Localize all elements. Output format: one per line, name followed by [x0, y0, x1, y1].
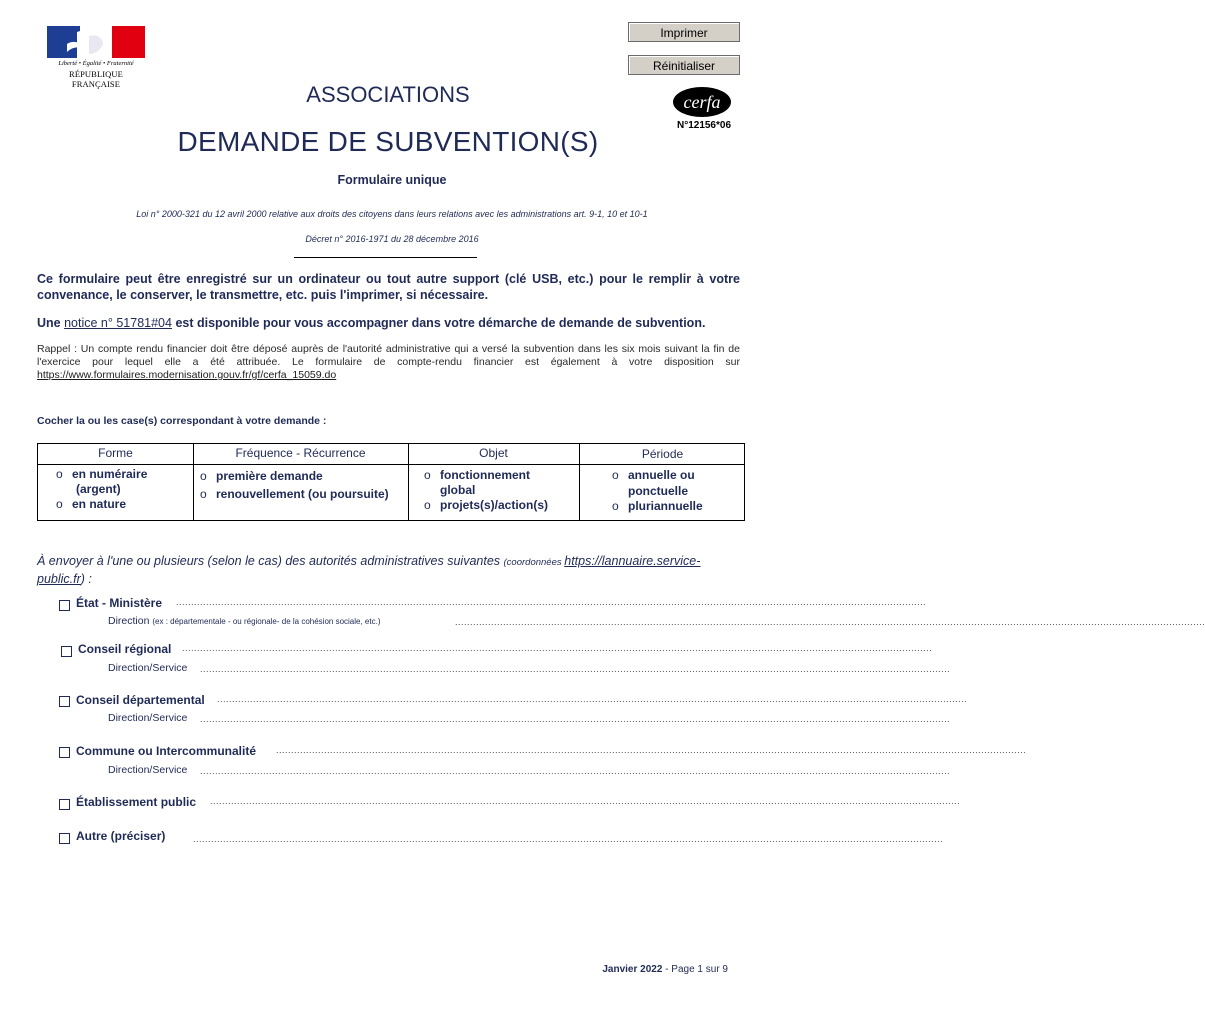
authority-commune-label: Commune ou Intercommunalité	[76, 744, 257, 758]
option-pluriannuelle[interactable]	[612, 499, 703, 514]
authority-etat-sub-field[interactable]: ..........................................................................................................................................................................................................................................................	[455, 617, 1205, 627]
option-annuelle[interactable]	[612, 468, 695, 483]
authority-regional-field[interactable]: ..........................................................................................................................................................................................................................................................	[182, 643, 933, 653]
logo-country: RÉPUBLIQUE FRANÇAISE	[69, 69, 123, 89]
sub-hint: (ex : départementale - ou régionale- de la cohésion sociale, etc.)	[152, 617, 381, 626]
intro-text: Ce formulaire peut être enregistré sur un ordinateur ou tout autre support (clé USB, etc.) pour le remplir à votre convenance, le conserver, le transmettre, etc. puis l'imprimer, si nécessaire.	[37, 272, 740, 302]
authority-etat-sub	[108, 615, 381, 627]
rappel-body: Rappel : Un compte rendu financier doit être déposé auprès de l'autorité administrative qui a versé la subvention dans les six mois suivant la fin de l'exercice pour lequel elle a été attribuée. Le formulaire de compte-rendu financier est également à votre disposition sur	[37, 343, 740, 368]
checkbox-conseil-departemental[interactable]	[59, 696, 70, 707]
footer-page: - Page 1 sur 9	[662, 964, 728, 975]
authority-departemental-sub: Direction/Service	[108, 712, 188, 724]
option-label: pluriannuelle	[628, 499, 703, 513]
footer-date: Janvier 2022	[602, 964, 663, 975]
rappel-link[interactable]: https://www.formulaires.modernisation.gouv.fr/gf/cerfa_15059.do	[37, 369, 337, 381]
authority-departemental-field[interactable]: ..........................................................................................................................................................................................................................................................	[217, 694, 968, 704]
authority-etat-field[interactable]: ..........................................................................................................................................................................................................................................................	[176, 597, 927, 607]
option-numeraire-detail: (argent)	[76, 482, 121, 496]
checkbox-instruction: Cocher la ou les case(s) correspondant à votre demande :	[37, 415, 327, 427]
page-footer	[602, 964, 728, 975]
annuaire-link[interactable]: https://lannuaire.service-public.fr	[37, 554, 701, 586]
checkbox-conseil-regional[interactable]	[61, 646, 72, 657]
radio-bullet-icon: o	[56, 497, 63, 511]
authority-regional-sub: Direction/Service	[108, 662, 188, 674]
option-label: première demande	[216, 469, 323, 483]
law-reference: Loi n° 2000-321 du 12 avril 2000 relative aux droits des citoyens dans leurs relations avec les administrations art. 9-1, 10 et 10-1	[136, 209, 648, 219]
send-to-small: (coordonnées	[503, 557, 565, 568]
option-nature[interactable]	[56, 497, 126, 512]
table-header-frequence: Fréquence - Récurrence	[235, 446, 366, 460]
radio-bullet-icon: o	[424, 468, 431, 482]
option-label: fonctionnement	[440, 468, 530, 482]
table-header-divider	[38, 464, 744, 465]
option-label: renouvellement (ou poursuite)	[216, 487, 389, 501]
send-to-instruction	[37, 553, 742, 587]
republique-flag-icon	[47, 26, 145, 58]
option-projets[interactable]	[424, 498, 548, 513]
option-label: en numéraire	[72, 467, 148, 481]
page-supertitle: ASSOCIATIONS	[306, 82, 470, 107]
cerfa-logo-text: cerfa	[683, 92, 721, 112]
notice-link[interactable]: notice n° 51781#04	[64, 316, 172, 330]
option-renouvellement[interactable]	[200, 487, 389, 502]
page-subtitle: Formulaire unique	[337, 173, 447, 187]
authority-commune-sub: Direction/Service	[108, 764, 188, 776]
option-fonctionnement[interactable]	[424, 468, 530, 483]
checkbox-etablissement-public[interactable]	[59, 799, 70, 810]
send-to-end: ) :	[80, 572, 92, 586]
rappel-text	[37, 343, 740, 382]
reset-button[interactable]: Réinitialiser	[628, 55, 740, 75]
option-label: projets(s)/action(s)	[440, 498, 549, 512]
radio-bullet-icon: o	[612, 499, 619, 513]
radio-bullet-icon: o	[56, 467, 63, 481]
authority-departemental-sub-field[interactable]: ..........................................................................................................................................................................................................................................................	[200, 714, 951, 724]
authority-regional-sub-field[interactable]: ..........................................................................................................................................................................................................................................................	[200, 664, 951, 674]
option-premiere-demande[interactable]	[200, 469, 323, 484]
authority-etablissement-label: Établissement public	[76, 795, 197, 809]
option-numeraire[interactable]	[56, 467, 147, 482]
checkbox-etat[interactable]	[59, 600, 70, 611]
table-header-forme: Forme	[98, 446, 133, 460]
checkbox-commune[interactable]	[59, 747, 70, 758]
sub-label: Direction	[108, 615, 153, 627]
authority-commune-sub-field[interactable]: ..........................................................................................................................................................................................................................................................	[200, 766, 951, 776]
request-type-table	[37, 443, 745, 521]
radio-bullet-icon: o	[424, 498, 431, 512]
option-label: en nature	[72, 497, 127, 511]
print-button[interactable]: Imprimer	[628, 22, 740, 42]
option-label: annuelle ou	[628, 468, 695, 482]
send-to-text: À envoyer à l'une ou plusieurs (selon le cas) des autorités administratives suivantes	[37, 554, 504, 568]
notice-prefix: Une	[37, 316, 65, 330]
checkbox-autre[interactable]	[59, 833, 70, 844]
table-header-objet: Objet	[479, 446, 508, 460]
authority-autre-field[interactable]: ..........................................................................................................................................................................................................................................................	[193, 834, 944, 844]
radio-bullet-icon: o	[612, 468, 619, 482]
authority-departemental-label: Conseil départemental	[76, 693, 205, 707]
option-fonctionnement-detail: global	[440, 483, 476, 497]
page-title: DEMANDE DE SUBVENTION(S)	[177, 126, 599, 157]
radio-bullet-icon: o	[200, 487, 207, 501]
cerfa-number: N°12156*06	[676, 120, 732, 131]
marianne-logo	[47, 26, 145, 89]
authority-etablissement-field[interactable]: ..........................................................................................................................................................................................................................................................	[210, 796, 961, 806]
divider	[294, 257, 477, 258]
authority-regional-label: Conseil régional	[78, 642, 172, 656]
authority-commune-field[interactable]: ..........................................................................................................................................................................................................................................................	[276, 745, 1027, 755]
notice-text	[37, 316, 747, 330]
table-header-periode: Période	[641, 447, 684, 461]
logo-motto: Liberté • Égalité • Fraternité	[58, 60, 134, 67]
authority-autre-label: Autre (préciser)	[76, 829, 166, 843]
decret-reference: Décret n° 2016-1971 du 28 décembre 2016	[305, 234, 479, 244]
authority-etat-label: État - Ministère	[76, 596, 163, 610]
radio-bullet-icon: o	[200, 469, 207, 483]
notice-suffix: est disponible pour vous accompagner dans votre démarche de demande de subvention.	[171, 316, 706, 330]
option-annuelle-detail: ponctuelle	[628, 484, 689, 498]
